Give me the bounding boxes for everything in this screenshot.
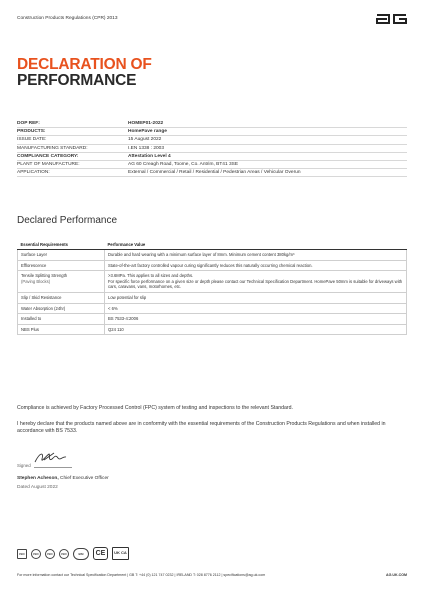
table-row — [18, 250, 407, 261]
signer-name: Stephen Acheson, — [17, 476, 59, 481]
requirement-cell — [18, 250, 105, 261]
info-value: HOMEP01-2022 — [128, 121, 164, 127]
table-row — [18, 314, 407, 325]
info-value: AG 60 Creagh Road, Toome, Co. Antrim, BT41 3SE — [128, 162, 239, 168]
table-header: Performance Value — [105, 240, 407, 250]
requirement-cell — [18, 271, 105, 293]
value-cell — [105, 324, 407, 335]
signer-role: Chief Executive Officer — [60, 476, 109, 481]
table-row — [18, 292, 407, 303]
info-key: APPLICATION: — [17, 170, 50, 176]
value-cell — [105, 260, 407, 271]
info-key: DOP REF: — [17, 121, 40, 127]
footer — [17, 573, 407, 577]
value-cell — [105, 292, 407, 303]
info-key: COMPLIANCE CATEGORY: — [17, 153, 79, 159]
info-key: ISSUE DATE: — [17, 137, 47, 143]
table-row — [18, 303, 407, 314]
performance-value: State-of-the-art factory controlled vapour curing significantly reduces this naturally occurring chemical reaction. — [108, 262, 313, 268]
performance-note: For specific force performance on a given size or depth please contact our Technical Specification Department. HomePave 50mm is suitable for driveways with cars, caravans, vans, motorhomes, etc. — [108, 278, 403, 290]
requirement-name: Surface Layer — [21, 252, 48, 257]
footer-website-link[interactable]: AG.UK.COM — [386, 573, 407, 577]
info-row — [17, 120, 407, 128]
signed-label: Signed — [17, 463, 31, 468]
section-title: Declared Performance — [17, 215, 118, 226]
requirement-cell — [18, 292, 105, 303]
info-row — [17, 128, 407, 136]
info-key: PRODUCTS: — [17, 129, 46, 135]
info-value: 15 August 2022 — [128, 137, 162, 143]
table-row — [18, 324, 407, 335]
info-value: Attestation Level 4 — [128, 153, 171, 159]
info-row — [17, 145, 407, 153]
signature-block — [17, 460, 72, 468]
bsi-kitemark-icon: BSI — [73, 548, 89, 560]
value-cell — [105, 314, 407, 325]
declaration-text: I hereby declare that the products named above are in conformity with the essential requirements of the Construction Products Regulations and when installed in accordance with BS 7533. — [17, 421, 386, 434]
requirement-cell — [18, 314, 105, 325]
requirement-cell — [18, 260, 105, 271]
info-value: I.EN 1338 : 2003 — [128, 145, 165, 151]
requirement-sub: (Paving Blocks) — [21, 278, 51, 284]
performance-value: BS 7533-4:2006 — [108, 316, 139, 322]
regulation-header: Construction Products Regulations (CPR) 2013 — [17, 16, 118, 21]
iso-cert-icon: ISO — [59, 549, 69, 559]
dated: Dated August 2022 — [17, 485, 58, 490]
table-row — [18, 260, 407, 271]
iso-cert-icon: ISO — [45, 549, 55, 559]
info-row — [17, 161, 407, 169]
performance-value: Q24 110 — [108, 326, 124, 332]
signer — [17, 476, 109, 481]
performance-value: Low potential for slip — [108, 294, 147, 300]
value-cell — [105, 250, 407, 261]
iso-cert-icon: ISO — [31, 549, 41, 559]
certification-marks — [17, 547, 129, 560]
value-cell — [105, 303, 407, 314]
info-row — [17, 169, 407, 177]
requirement-cell — [18, 324, 105, 335]
footer-contact: For more information contact our Technical Specification Department | GB T: +44 (0) 121 747 0232 | IRELAND T: 028 8776 2112 | specifications@ag.uk.com — [17, 573, 266, 577]
compliance-text: Compliance is achieved by Factory Processed Control (FPC) system of testing and inspections to the relevant Standard. — [17, 405, 293, 411]
performance-value: Durable and hard wearing with a minimum surface layer of 8mm. Minimum cement content 380kg/m³ — [108, 252, 295, 257]
info-key: PLANT OF MANUFACTURE: — [17, 162, 80, 168]
ukca-mark-icon: UK CA — [112, 547, 129, 560]
ag-logo — [376, 12, 408, 26]
signature-line — [34, 460, 72, 468]
signature-icon — [32, 450, 72, 466]
requirement-name: NBS Plus — [21, 326, 39, 332]
info-row — [17, 153, 407, 161]
requirement-name: Slip / Skid Resistance — [21, 294, 62, 300]
info-key: MANUFACTURING STANDARD: — [17, 145, 88, 151]
table-header-row — [18, 240, 407, 250]
performance-value: >3.6MPa. This applies to all sizes and depths. — [108, 273, 194, 279]
title-line1: DECLARATION OF — [17, 56, 152, 73]
performance-value: < 6% — [108, 305, 118, 311]
table-header: Essential Requirements — [18, 240, 105, 250]
iso-cert-icon: ISO — [17, 549, 27, 559]
performance-table — [17, 240, 407, 335]
requirement-cell — [18, 303, 105, 314]
info-row — [17, 136, 407, 144]
title-line2: PERFORMANCE — [17, 72, 137, 89]
value-cell — [105, 271, 407, 293]
product-info — [17, 120, 407, 177]
page-title — [17, 57, 152, 89]
requirement-name: Water Absorption (24hr) — [21, 305, 66, 311]
requirement-name: Tensile Splitting Strength — [21, 273, 68, 279]
table-row — [18, 271, 407, 293]
info-value: External / Commercial / Retail / Residential / Pedestrian Areas / Vehicular Overun — [128, 170, 301, 176]
requirement-name: Installed to — [21, 316, 42, 322]
info-value: HomePave range — [128, 129, 167, 135]
ce-mark-icon: CE — [93, 547, 108, 560]
requirement-name: Efflorescence — [21, 262, 47, 268]
